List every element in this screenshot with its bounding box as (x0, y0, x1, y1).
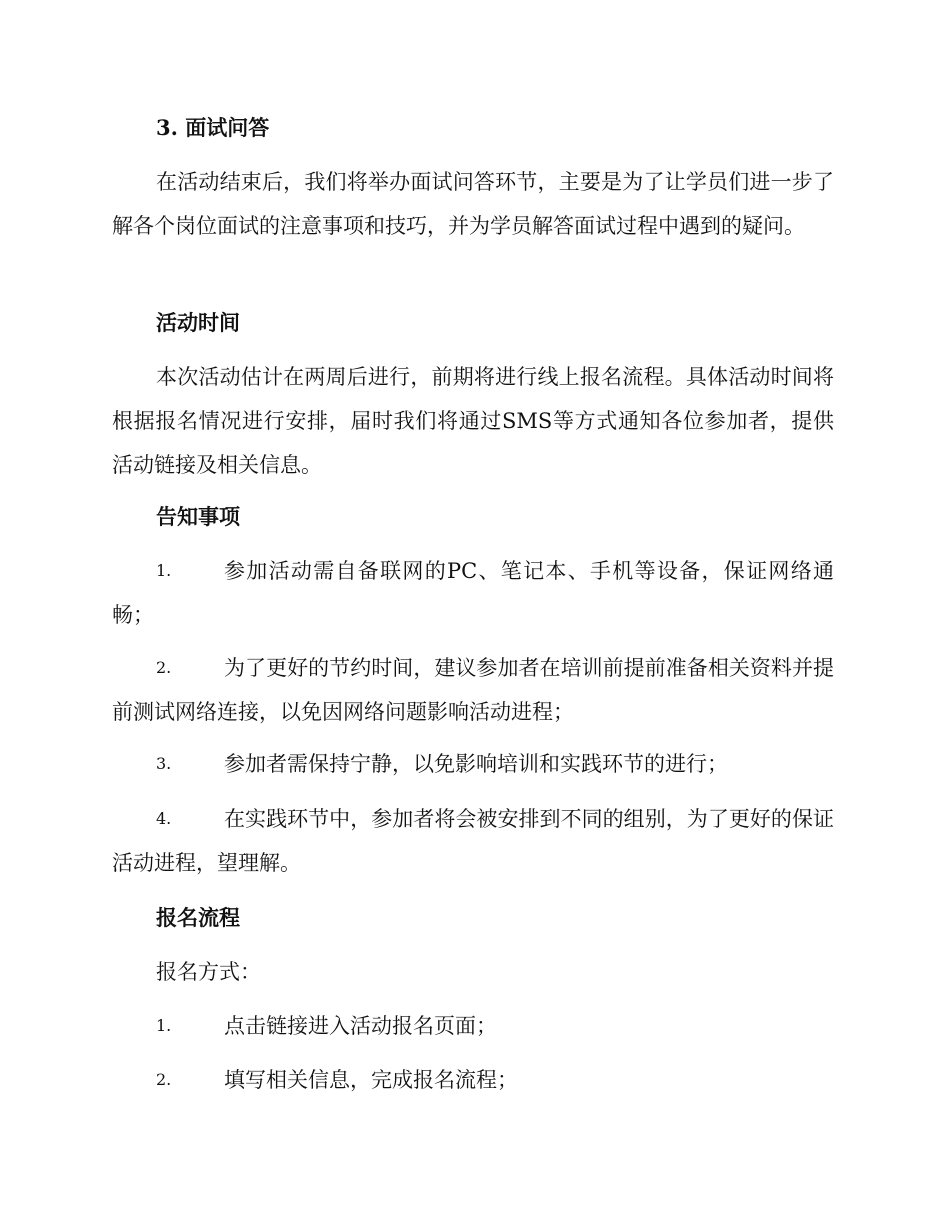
list-text: 参加活动需自备联网的PC、笔记本、手机等设备，保证网络通畅； (112, 559, 834, 627)
registration-method-label: 报名方式： (156, 960, 261, 984)
list-text: 在实践环节中，参加者将会被安排到不同的组别，为了更好的保证活动进程，望理解。 (112, 807, 834, 875)
list-number: 2. (156, 658, 172, 677)
list-text: 参加者需保持宁静，以免影响培训和实践环节的进行； (224, 752, 728, 776)
list-number: 4. (156, 809, 172, 828)
registration-list-item-2 (112, 1058, 834, 1102)
section-heading-notice: 告知事项 (156, 504, 240, 529)
section-heading-time: 活动时间 (156, 310, 240, 335)
list-number: 2. (156, 1070, 172, 1089)
list-text: 填写相关信息，完成报名流程； (224, 1068, 518, 1092)
notice-list-item-3 (112, 742, 834, 786)
registration-list-item-1 (112, 1004, 834, 1048)
section-heading-registration: 报名流程 (156, 905, 240, 930)
paragraph-interview: 在活动结束后，我们将举办面试问答环节，主要是为了让学员们进一步了解各个岗位面试的注意事项和技巧，并为学员解答面试过程中遇到的疑问。 (112, 170, 834, 238)
paragraph-time: 本次活动估计在两周后进行，前期将进行线上报名流程。具体活动时间将根据报名情况进行安排，届时我们将通过SMS等方式通知各位参加者，提供活动链接及相关信息。 (112, 365, 834, 477)
list-text: 点击链接进入活动报名页面； (224, 1014, 497, 1038)
section-heading-interview: 3. 面试问答 (156, 115, 270, 140)
notice-list-item-2 (112, 646, 834, 734)
notice-list-item-4 (112, 797, 834, 885)
notice-list-item-1 (112, 549, 834, 637)
list-number: 1. (156, 1016, 172, 1035)
list-number: 1. (156, 561, 172, 580)
list-text: 为了更好的节约时间，建议参加者在培训前提前准备相关资料并提前测试网络连接，以免因网络问题影响活动进程； (112, 656, 834, 724)
list-number: 3. (156, 754, 172, 773)
